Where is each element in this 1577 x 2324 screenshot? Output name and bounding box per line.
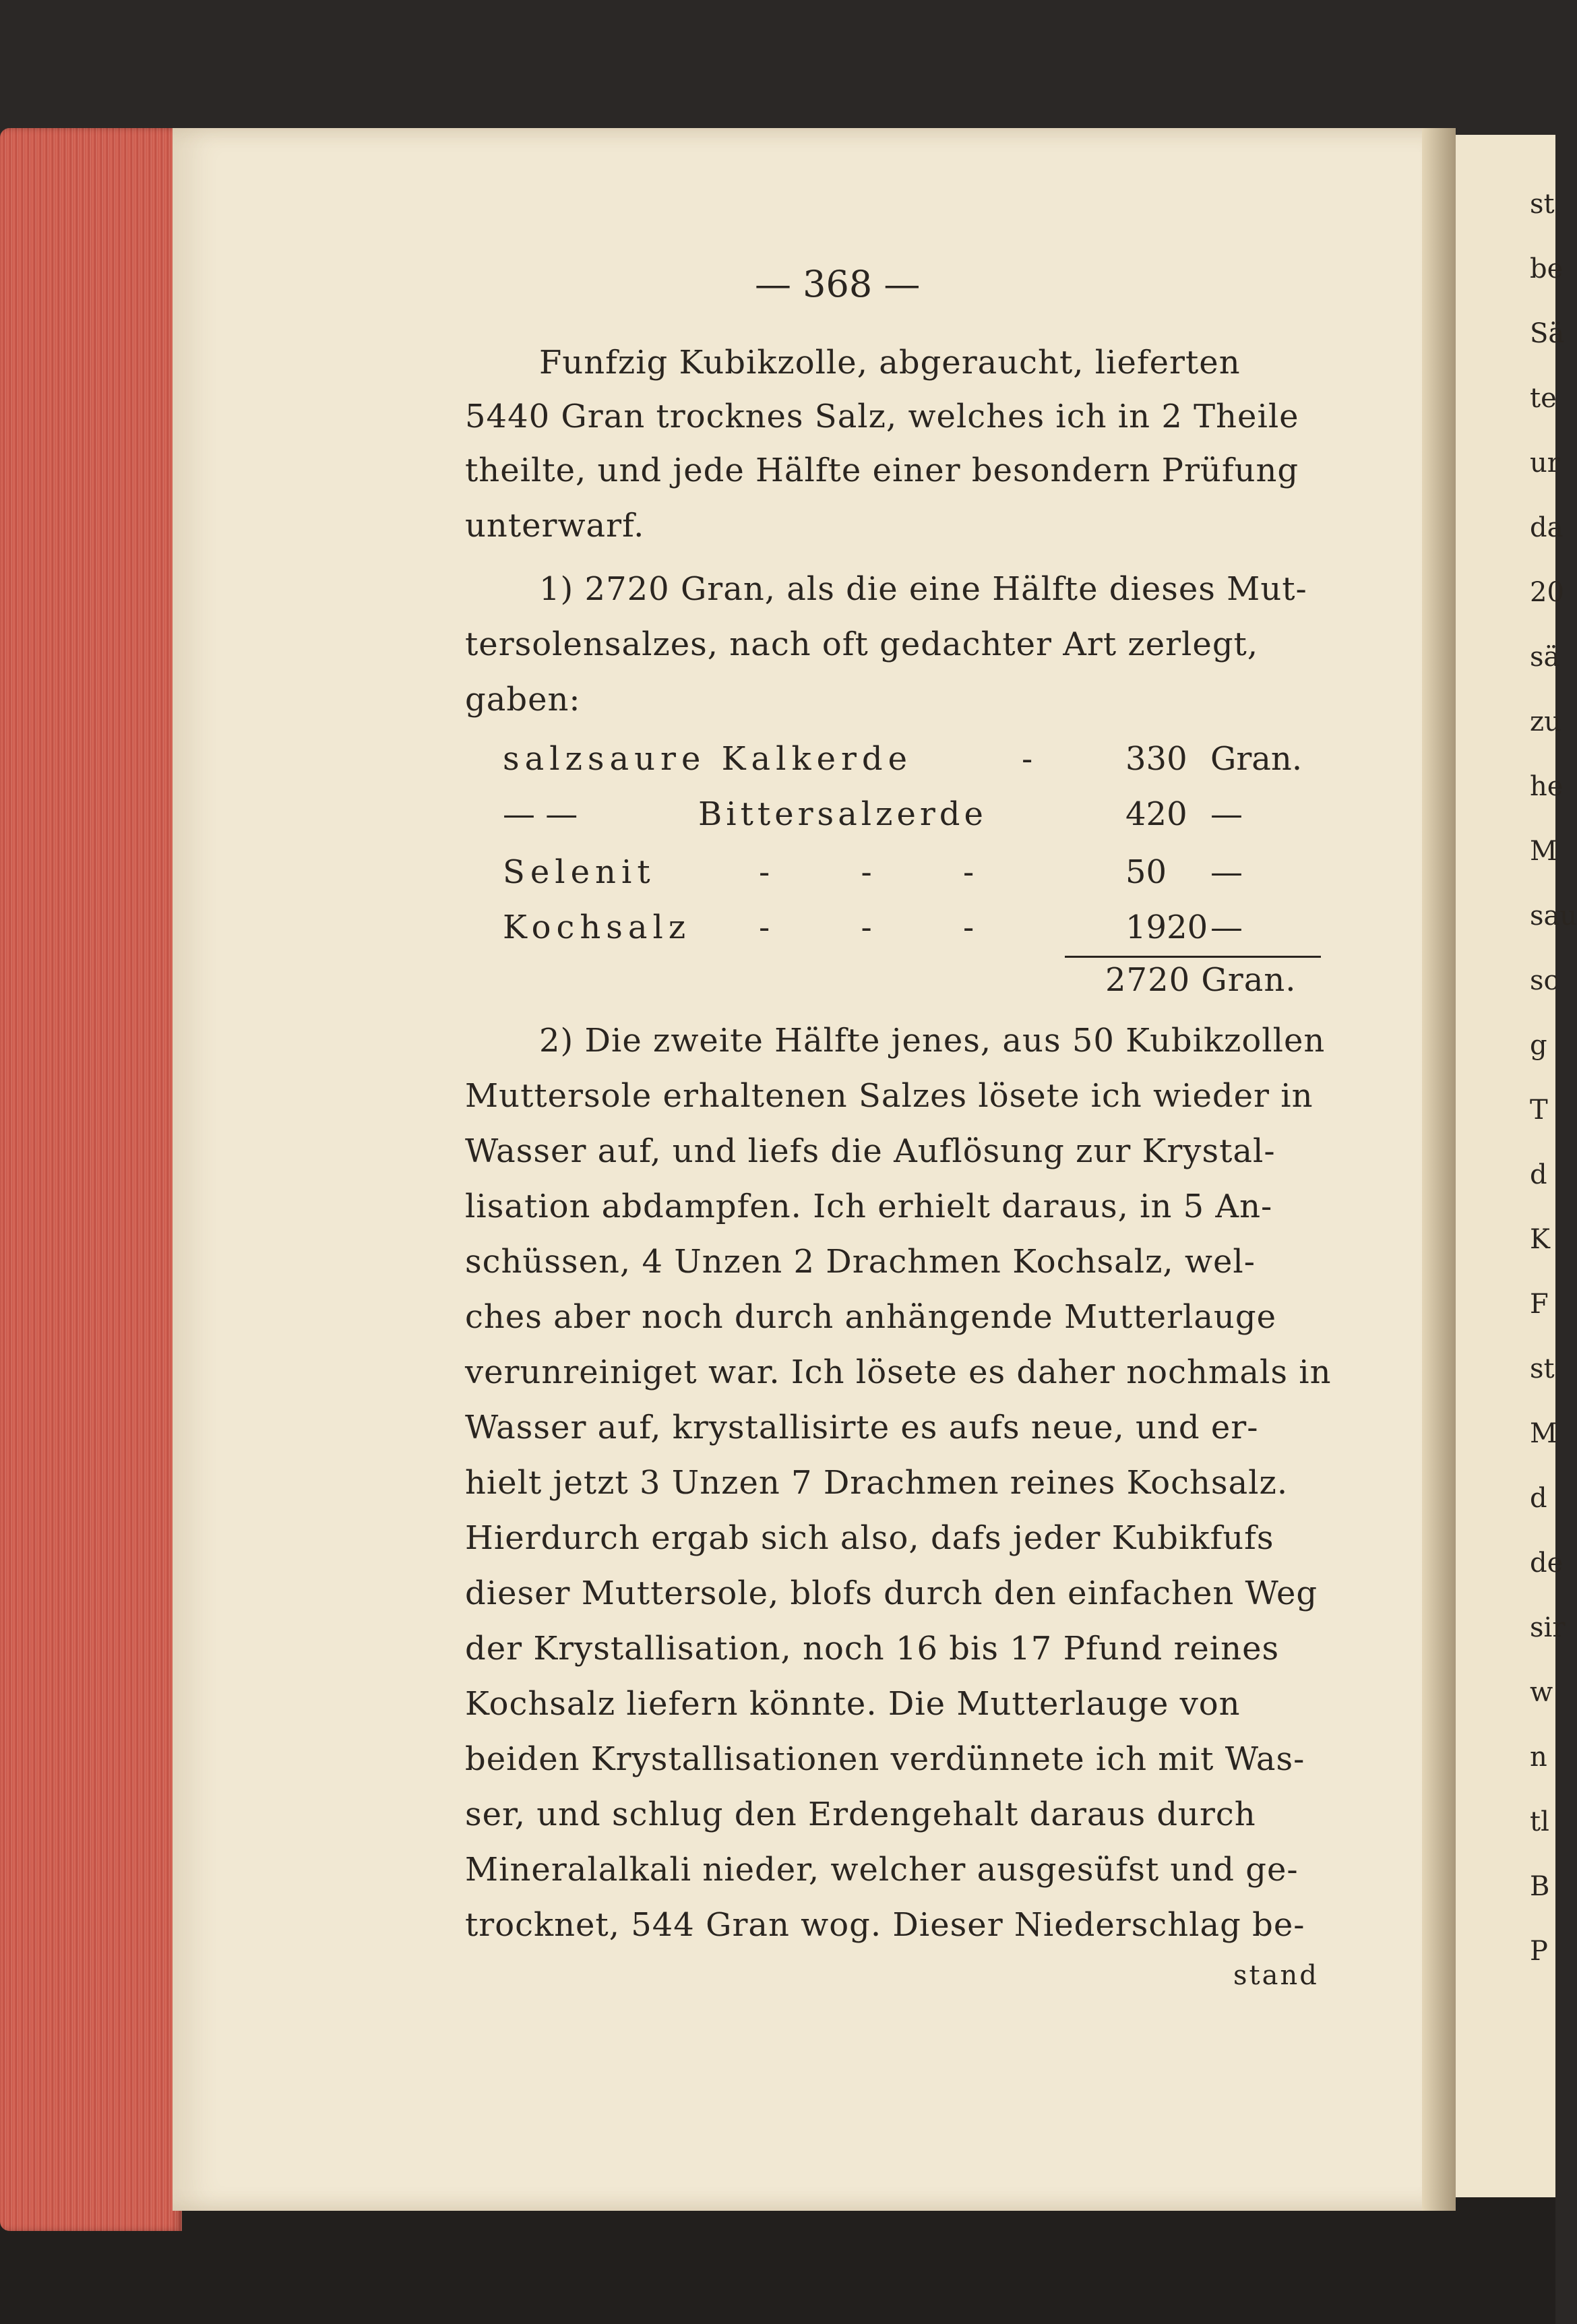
right-page-text-fragment: d — [1530, 1483, 1547, 1514]
right-page-text-fragment: sir — [1530, 1612, 1566, 1643]
table-total: 2720 Gran. — [1105, 961, 1297, 999]
text-line: lisation abdampfen. Ich erhielt daraus, in 5 An- — [465, 1188, 1273, 1225]
right-page-text-fragment: Sä — [1530, 318, 1565, 349]
row-separator: - - - — [759, 909, 1015, 946]
text-line: Kochsalz liefern könnte. Die Mutterlauge von — [465, 1685, 1241, 1723]
right-page-text-fragment: M — [1530, 836, 1557, 867]
text-line: Mineralalkali nieder, welcher ausgesüfst und ge- — [465, 1851, 1299, 1889]
row-unit: — — [1210, 795, 1243, 833]
table-row — [503, 795, 1298, 836]
row-dashes: — — — [503, 795, 578, 833]
right-page-text-fragment: te — [1530, 383, 1557, 414]
table-row — [503, 853, 1298, 894]
text-line: ches aber noch durch anhängende Mutterlauge — [465, 1298, 1276, 1336]
right-page-text-fragment: be — [1530, 253, 1564, 284]
row-separator: - — [1022, 740, 1033, 778]
row-separator: - - - — [759, 853, 1015, 891]
right-page-text-fragment: da — [1530, 512, 1564, 543]
right-page-text-fragment: sau — [1530, 900, 1577, 931]
row-name: salzsaure Kalkerde — [503, 740, 913, 778]
text-line: hielt jetzt 3 Unzen 7 Drachmen reines Kochsalz. — [465, 1464, 1289, 1502]
right-page-text-fragment: de — [1530, 1548, 1564, 1579]
right-page-text-fragment: tl — [1530, 1806, 1549, 1837]
right-page-text-fragment: M — [1530, 1418, 1557, 1449]
right-page-text-fragment: F — [1530, 1289, 1549, 1320]
text-line: Muttersole erhaltenen Salzes lösete ich wieder in — [465, 1077, 1313, 1115]
book-gutter — [1422, 128, 1456, 2211]
right-page-text-fragment: B — [1530, 1871, 1550, 1902]
table-row — [503, 909, 1298, 949]
row-unit: — — [1210, 853, 1243, 891]
row-value: 50 — [1125, 853, 1167, 891]
right-page-text-fragment: d — [1530, 1159, 1547, 1190]
right-page-text-fragment: zu — [1530, 706, 1561, 737]
text-line: unterwarf. — [465, 507, 645, 545]
right-page-fragment — [1456, 135, 1577, 2197]
row-name: Bittersalzerde — [698, 795, 987, 833]
sum-rule — [1065, 956, 1321, 958]
text-line: tersolensalzes, nach oft gedachter Art zerlegt, — [465, 625, 1259, 663]
right-page-text-fragment: sä — [1530, 642, 1560, 673]
text-line: beiden Krystallisationen verdünnete ich mit Was- — [465, 1740, 1305, 1778]
row-unit: — — [1210, 909, 1243, 946]
text-line: schüssen, 4 Unzen 2 Drachmen Kochsalz, wel- — [465, 1243, 1256, 1281]
text-line: Funfzig Kubikzolle, abgeraucht, lieferten — [539, 344, 1241, 381]
page-number: — 368 — — [755, 263, 921, 305]
right-page-text-fragment: 20 — [1530, 577, 1564, 608]
right-page-text-fragment: ur — [1530, 448, 1560, 479]
text-line: Hierdurch ergab sich also, dafs jeder Kubikfufs — [465, 1519, 1274, 1557]
row-name: Selenit — [503, 853, 656, 891]
page-edges — [0, 128, 182, 2231]
row-value: 330 — [1125, 740, 1187, 778]
right-page-text-fragment: he — [1530, 771, 1564, 802]
text-line: 1) 2720 Gran, als die eine Hälfte dieses Mut- — [539, 570, 1307, 608]
right-page-text-fragment: g — [1530, 1030, 1547, 1061]
text-line: Wasser auf, und liefs die Auflösung zur Krystal- — [465, 1132, 1276, 1170]
text-line: 5440 Gran trocknes Salz, welches ich in 2 Theile — [465, 398, 1299, 435]
row-value: 420 — [1125, 795, 1187, 833]
row-value: 1920 — [1125, 909, 1208, 946]
right-page-text-fragment: st — [1530, 189, 1555, 220]
text-line: verunreiniget war. Ich lösete es daher nochmals in — [465, 1353, 1332, 1391]
text-line: gaben: — [465, 681, 581, 718]
right-page-text-fragment: K — [1530, 1224, 1550, 1255]
right-page-text-fragment: w — [1530, 1677, 1553, 1708]
right-page-text-fragment: n — [1530, 1742, 1547, 1773]
row-name: Kochsalz — [503, 909, 691, 946]
text-line: der Krystallisation, noch 16 bis 17 Pfund reines — [465, 1630, 1280, 1668]
table-row — [503, 740, 1303, 781]
text-line: Wasser auf, krystallisirte es aufs neue, und er- — [465, 1409, 1259, 1446]
row-unit: Gran. — [1210, 740, 1303, 778]
text-line: ser, und schlug den Erdengehalt daraus durch — [465, 1796, 1256, 1833]
catchword: stand — [1233, 1960, 1319, 1991]
text-line: 2) Die zweite Hälfte jenes, aus 50 Kubikzollen — [539, 1022, 1326, 1060]
text-line: dieser Muttersole, blofs durch den einfachen Weg — [465, 1574, 1318, 1612]
right-page-text-fragment: P — [1530, 1936, 1548, 1967]
right-page-text-fragment: st — [1530, 1353, 1555, 1384]
right-page-text-fragment: T — [1530, 1095, 1548, 1126]
right-page-text-fragment: sc — [1530, 965, 1559, 996]
text-line: trocknet, 544 Gran wog. Dieser Niederschlag be- — [465, 1906, 1305, 1944]
text-line: theilte, und jede Hälfte einer besondern Prüfung — [465, 452, 1299, 489]
